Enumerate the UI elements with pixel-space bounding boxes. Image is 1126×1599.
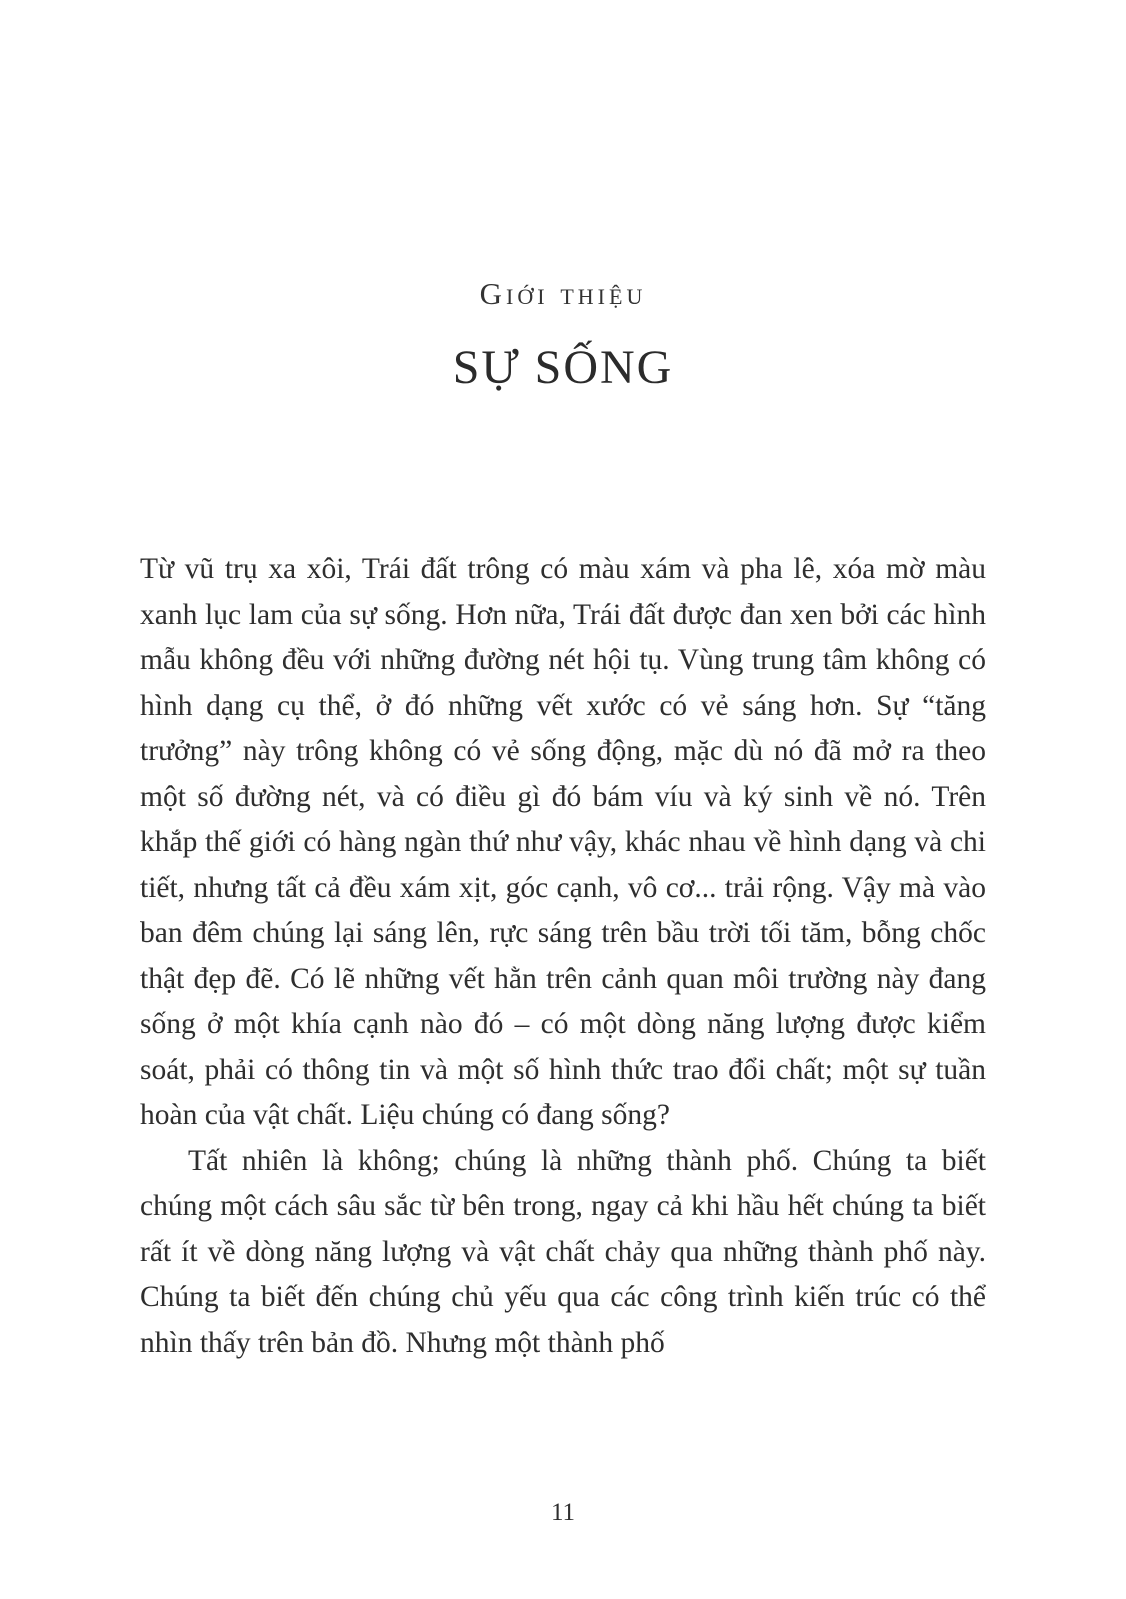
body-text — [140, 547, 986, 1366]
page-number: 11 — [550, 1499, 576, 1526]
paragraph: Từ vũ trụ xa xôi, Trái đất trông có màu xám và pha lê, xóa mờ màu xanh lục lam của sự sống. Hơn nữa, Trái đất được đan xen bởi các hình mẫu không đều với những đường nét hội tụ. Vùng trung tâm không có hình dạng cụ thể, ở đó những vết xước có vẻ sáng hơn. Sự “tăng trưởng” này trông không có vẻ sống động, mặc dù nó đã mở ra theo một số đường nét, và có điều gì đó bám víu và ký sinh về nó. Trên khắp thế giới có hàng ngàn thứ như vậy, khác nhau về hình dạng và chi tiết, nhưng tất cả đều xám xịt, góc cạnh, vô cơ... trải rộng. Vậy mà vào ban đêm chúng lại sáng lên, rực sáng trên bầu trời tối tăm, bỗng chốc thật đẹp đẽ. Có lẽ những vết hằn trên cảnh quan môi trường này đang sống ở một khía cạnh nào đó – có một dòng năng lượng được kiểm soát, phải có thông tin và một số hình thức trao đổi chất; một sự tuần hoàn của vật chất. Liệu chúng có đang sống? — [140, 553, 986, 1131]
paragraph: Tất nhiên là không; chúng là những thành phố. Chúng ta biết chúng một cách sâu sắc từ bên trong, ngay cả khi hầu hết chúng ta biết rất ít về dòng năng lượng và vật chất chảy qua những thành phố này. Chúng ta biết đến chúng chủ yếu qua các công trình kiến trúc có thể nhìn thấy trên bản đồ. Nhưng một thành phố — [140, 1144, 986, 1359]
chapter-title: SỰ SỐNG — [452, 341, 674, 394]
section-label: Giới thiệu — [479, 276, 647, 311]
